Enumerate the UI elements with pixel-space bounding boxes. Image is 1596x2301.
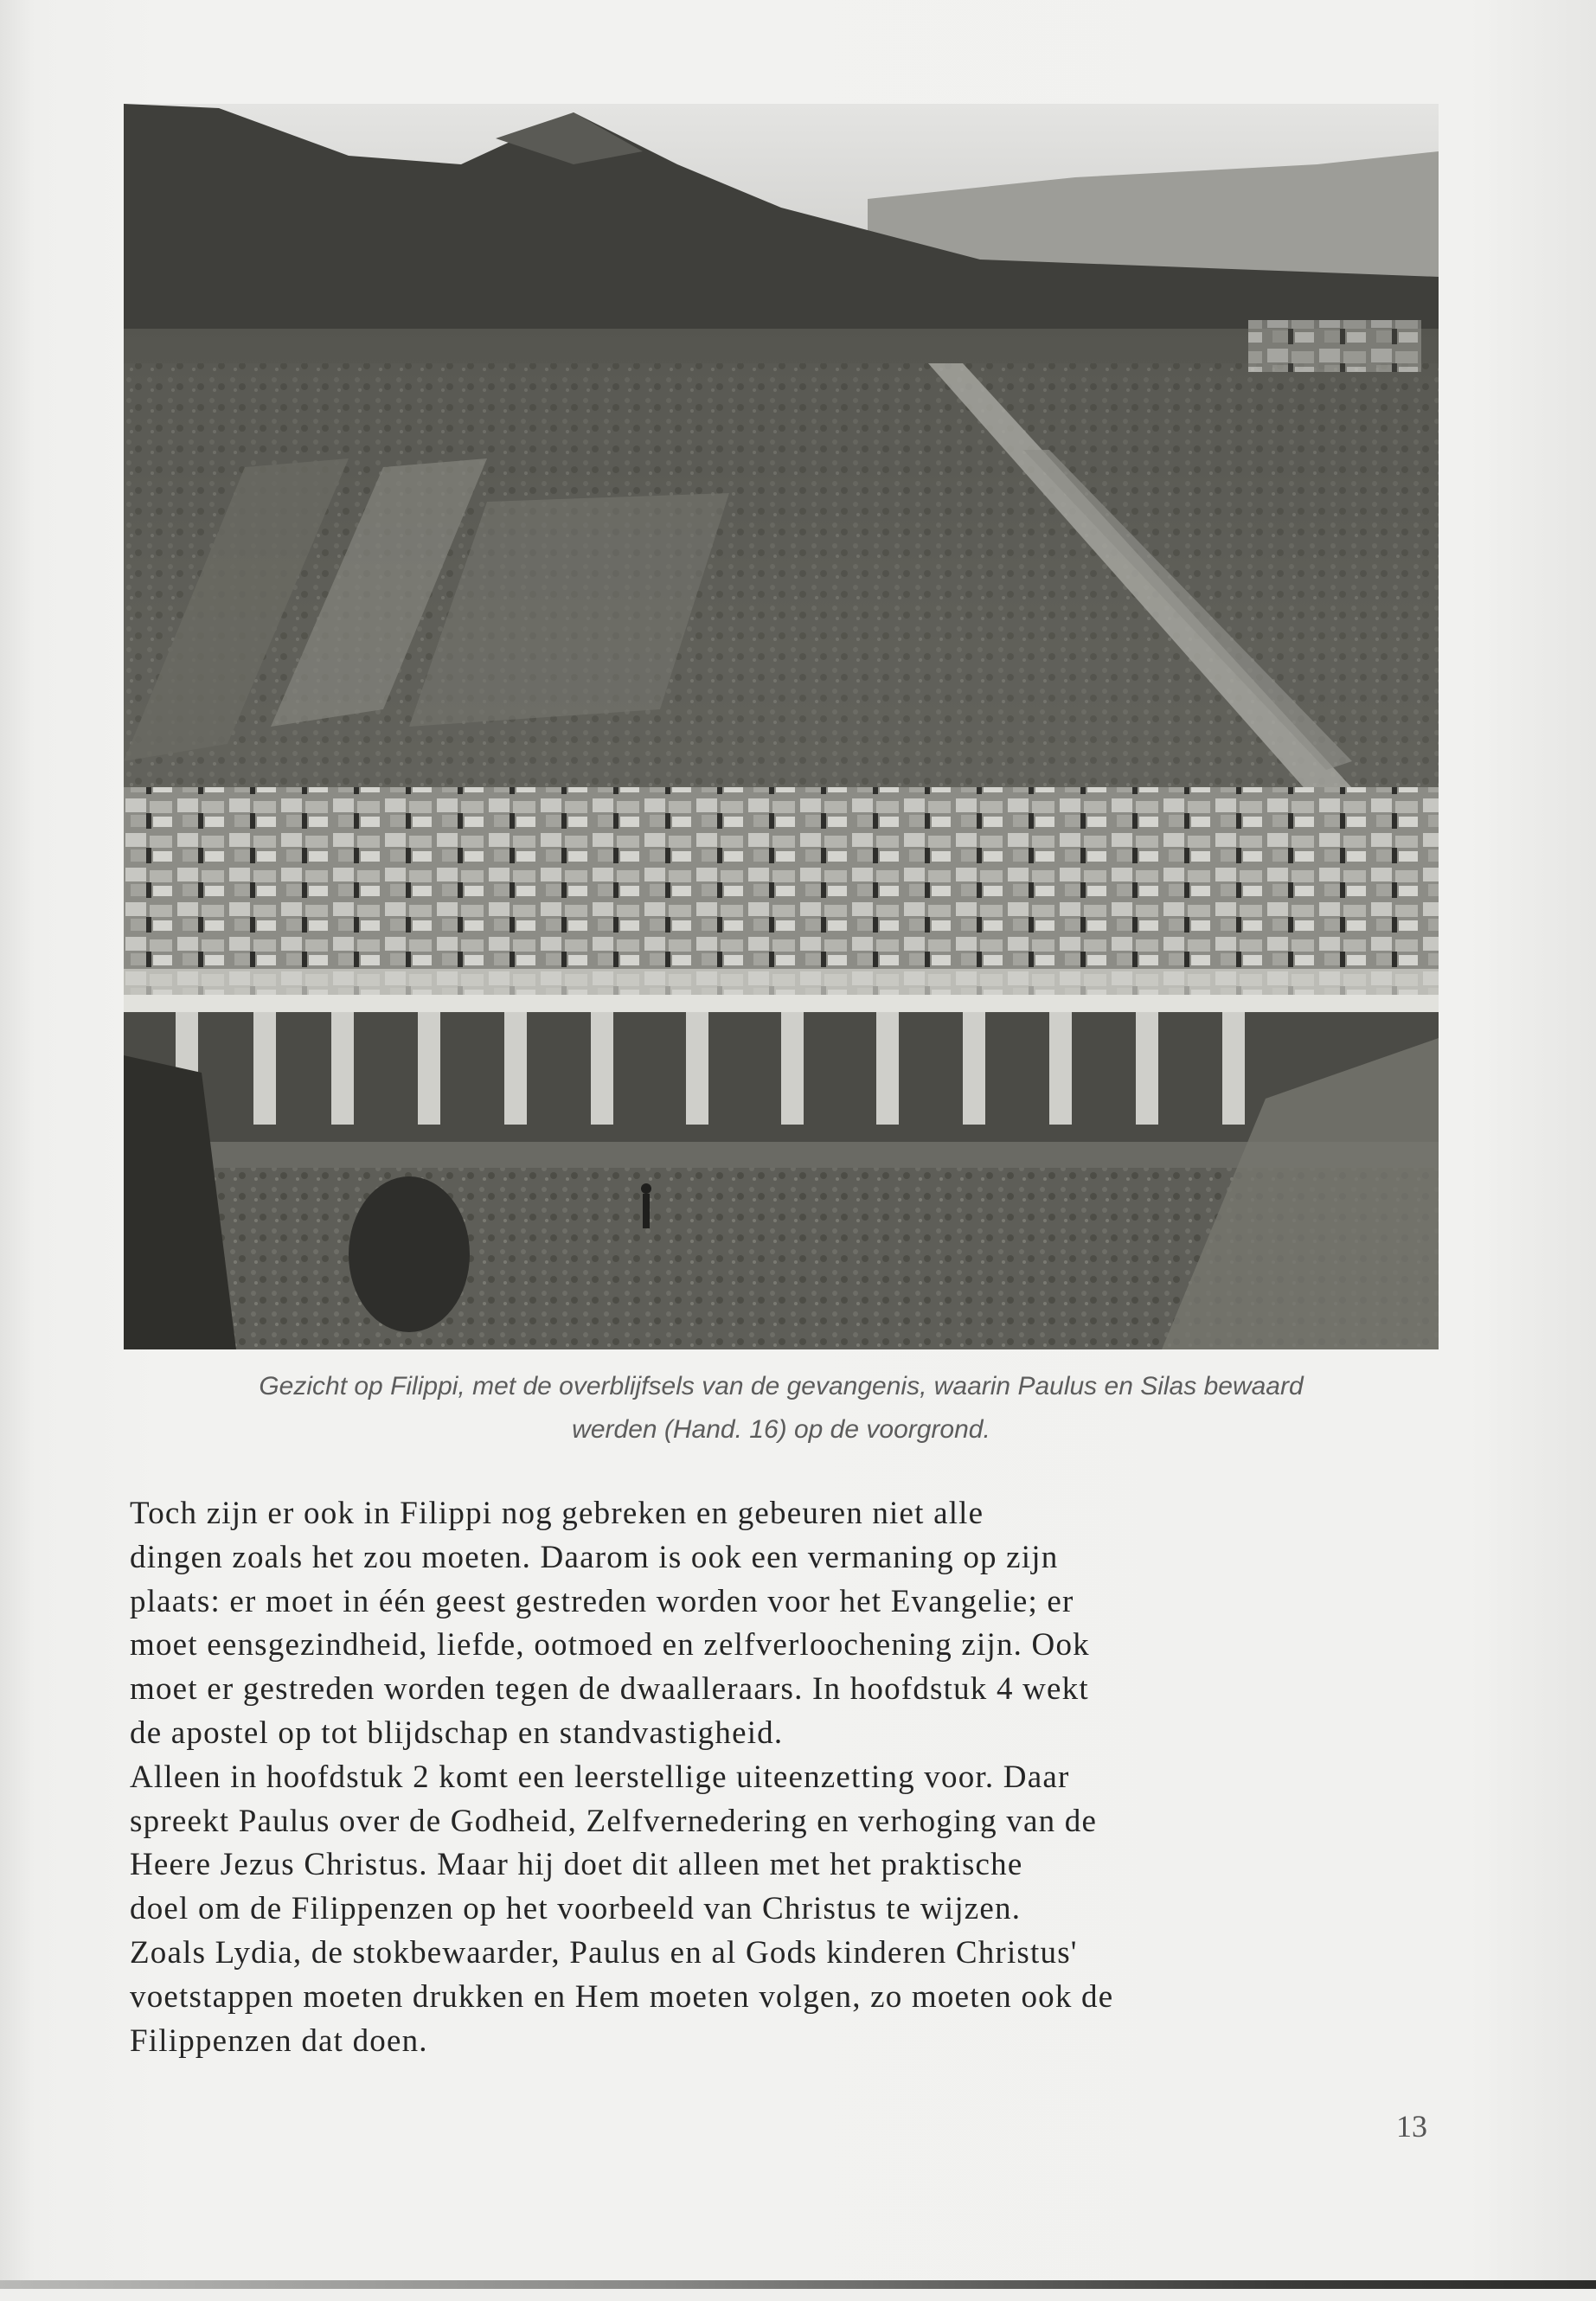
page-number: 13 [1396, 2109, 1427, 2144]
text-line: spreekt Paulus over de Godheid, Zelfvernedering en verhoging van de [130, 1803, 1098, 1839]
text-line: moet er gestreden worden tegen de dwaalleraars. In hoofdstuk 4 wekt [130, 1671, 1089, 1708]
text-line: voetstappen moeten drukken en Hem moeten volgen, zo moeten ook de [130, 1978, 1114, 2015]
photograph-icon [124, 104, 1439, 1349]
text-line: Heere Jezus Christus. Maar hij doet dit alleen met het praktische [130, 1847, 1023, 1883]
scan-edge-divider [0, 2280, 1596, 2289]
body-paragraph [130, 1492, 1406, 2063]
text-line: doel om de Filippenzen op het voorbeeld van Christus te wijzen. [130, 1891, 1022, 1927]
text-line: moet eensgezindheid, liefde, ootmoed en zelfverloochening zijn. Ook [130, 1627, 1090, 1663]
page-bottom-margin [0, 2289, 1596, 2301]
text-line: Toch zijn er ook in Filippi nog gebreken en gebeuren niet alle [130, 1496, 984, 1531]
photo-caption [124, 1365, 1439, 1452]
philippi-ruins-photograph [124, 104, 1439, 1349]
text-line: dingen zoals het zou moeten. Daarom is ook een vermaning op zijn [130, 1539, 1059, 1575]
caption-line: Gezicht op Filippi, met de overblijfsels van de gevangenis, waarin Paulus en Silas bewaard [259, 1372, 1304, 1400]
text-line: plaats: er moet in één geest gestreden worden voor het Evangelie; er [130, 1583, 1074, 1619]
text-line: Alleen in hoofdstuk 2 komt een leerstellige uiteenzetting voor. Daar [130, 1759, 1070, 1795]
text-line: Filippenzen dat doen. [130, 2022, 428, 2059]
caption-line: werden (Hand. 16) op de voorgrond. [572, 1415, 990, 1444]
text-line: de apostel op tot blijdschap en standvastigheid. [130, 1715, 784, 1751]
text-line: Zoals Lydia, de stokbewaarder, Paulus en al Gods kinderen Christus' [130, 1934, 1078, 1971]
